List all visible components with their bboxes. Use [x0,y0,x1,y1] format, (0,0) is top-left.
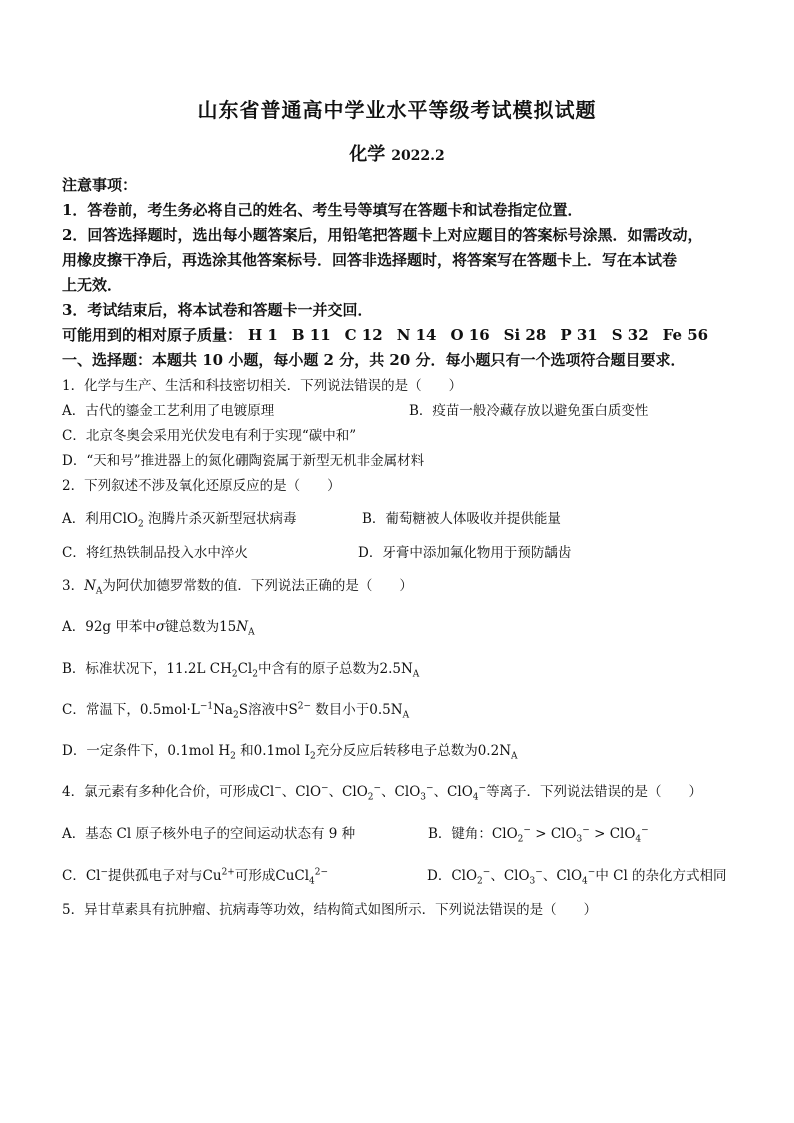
option-text: 溶液中 [247,702,289,718]
option-label: D． [427,868,452,884]
notes-heading: 注意事项： [62,176,138,194]
question-1-stem: 1．化学与生产、生活和科技密切相关．下列说法错误的是（ ） [62,378,463,394]
section-heading: 一、选择题：本题共 10 小题，每小题 2 分，共 20 分．每小题只有一个选项符合题目要求． [62,351,686,369]
page-title: 山东省普通高中学业水平等级考试模拟试题 [197,98,597,122]
question-1-option-d: D．“天和号”推进器上的氮化硼陶瓷属于新型无机非金属材料 [62,453,425,469]
question-4-option-a: A．基态 Cl 原子核外电子的空间运动状态有 9 种 [62,826,356,842]
exam-year: 2022.2 [391,148,445,164]
note-1: 1．答卷前，考生务必将自己的姓名、考生号等填写在答题卡和试卷指定位置． [62,201,583,219]
atom-mass: P 31 [560,326,598,344]
question-2-stem: 2．下列叙述不涉及氧化还原反应的是（ ） [62,478,341,494]
atom-mass: Fe 56 [662,326,709,344]
option-text: 可形成 [234,868,276,884]
option-text: 泡腾片杀灭新型冠状病毒 [148,511,297,527]
note-2-line-1: 2．回答选择题时，选出每小题答案后，用铅笔把答题卡上对应题目的答案标号涂黑．如需改动， [62,226,703,244]
question-2-option-d: D．牙膏中添加氟化物用于预防龋齿 [358,545,572,561]
question-text: 4．氯元素有多种化合价，可形成 [62,784,260,800]
question-text: 等离子．下列说法错误的是（ ） [486,784,703,800]
question-text: 为阿伏加德罗常数的值．下列说法正确的是（ ） [102,578,413,594]
subject-heading [0,140,794,166]
question-number: 3． [62,578,85,594]
option-text: 中含有的原子总数为 [257,661,380,677]
atom-mass: C 12 [344,326,383,344]
option-text: C．常温下， [62,702,140,718]
option-text: 键总数为 [165,619,220,635]
question-1-option-a: A．古代的鎏金工艺利用了电镀原理 [62,403,275,419]
note-2-line-3: 上无效． [62,276,123,294]
option-text: 中 Cl 的杂化方式相同 [595,868,727,884]
option-text: B．标准状况下，11.2L [62,661,206,677]
question-3-option-c: C．常温下，$0.5mol\cdot L^{-1}Na_2S$溶液中$S^{2-}$ 数目小于$0.5N_A$ [62,701,410,721]
question-1-option-b: B．疫苗一般冷藏存放以避免蛋白质变性 [409,403,649,419]
option-text: 提供孤电子对与 [108,868,203,884]
question-3-stem: 3．$N_A$为阿伏加德罗常数的值．下列说法正确的是（ ） [62,578,413,597]
note-2-line-2: 用橡皮擦干净后，再选涂其他答案标号．回答非选择题时，将答案写在答题卡上．写在本试卷 [62,251,678,269]
option-text: 充分反应后转移电子总数为 [315,743,478,759]
question-3-option-d: D．一定条件下，0.1mol $H_2$ 和0.1mol $I_2$充分反应后转移电子总数为$0.2N_A$ [62,743,518,762]
option-text: 甲苯中 [115,619,156,635]
question-2-option-a: A．利用ClO$_2$ 泡腾片杀灭新型冠状病毒 [62,511,297,530]
question-4-stem: 4．氯元素有多种化合价，可形成Cl−、ClO−、ClO$_2$−、ClO$_3$−、ClO$_4$−等离子．下列说法错误的是（ ） [62,783,703,803]
question-4-option-c: C．Cl−提供孤电子对与$Cu^{2+}$可形成CuCl$_4^{2-}$ [62,867,329,887]
atomic-masses [62,324,722,345]
option-text: 和 [240,743,254,759]
atom-mass: S 32 [611,326,649,344]
atom-mass: O 16 [450,326,490,344]
atomic-masses-label: 可能用到的相对原子质量： [62,326,243,344]
option-text: B．键角： [428,826,492,842]
option-text: D．一定条件下， [62,743,168,759]
atom-mass: H 1 [248,326,278,344]
subject-name: 化学 [349,144,386,165]
option-label: C． [62,868,86,884]
question-1-option-c: C．北京冬奥会采用光伏发电有利于实现“碳中和” [62,428,357,444]
note-3: 3．考试结束后，将本试卷和答题卡一并交回． [62,301,373,319]
question-4-option-b: B．键角：ClO$_2$− > ClO$_3$− > ClO$_4$− [428,825,649,845]
atom-mass: N 14 [396,326,437,344]
question-3-option-b: B．标准状况下，11.2L $CH_2Cl_2$中含有的原子总数为$2.5N_A$ [62,661,420,680]
option-label: A． [62,619,86,635]
option-text: A．利用 [62,511,113,527]
atom-mass: Si 28 [503,326,547,344]
atom-mass: B 11 [291,326,331,344]
question-2-option-c: C．将红热铁制品投入水中淬火 [62,545,248,561]
question-4-option-d: D．ClO$_2$−、ClO$_3$−、ClO$_4$−中 Cl 的杂化方式相同 [427,867,727,887]
question-2-option-b: B．葡萄糖被人体吸收并提供能量 [362,511,561,527]
option-text: 数目小于 [315,702,370,718]
question-5-stem: 5．异甘草素具有抗肿瘤、抗病毒等功效，结构简式如图所示．下列说法错误的是（ ） [62,902,598,918]
question-3-option-a: A．92g 甲苯中σ键总数为$15N_A$ [62,619,255,638]
